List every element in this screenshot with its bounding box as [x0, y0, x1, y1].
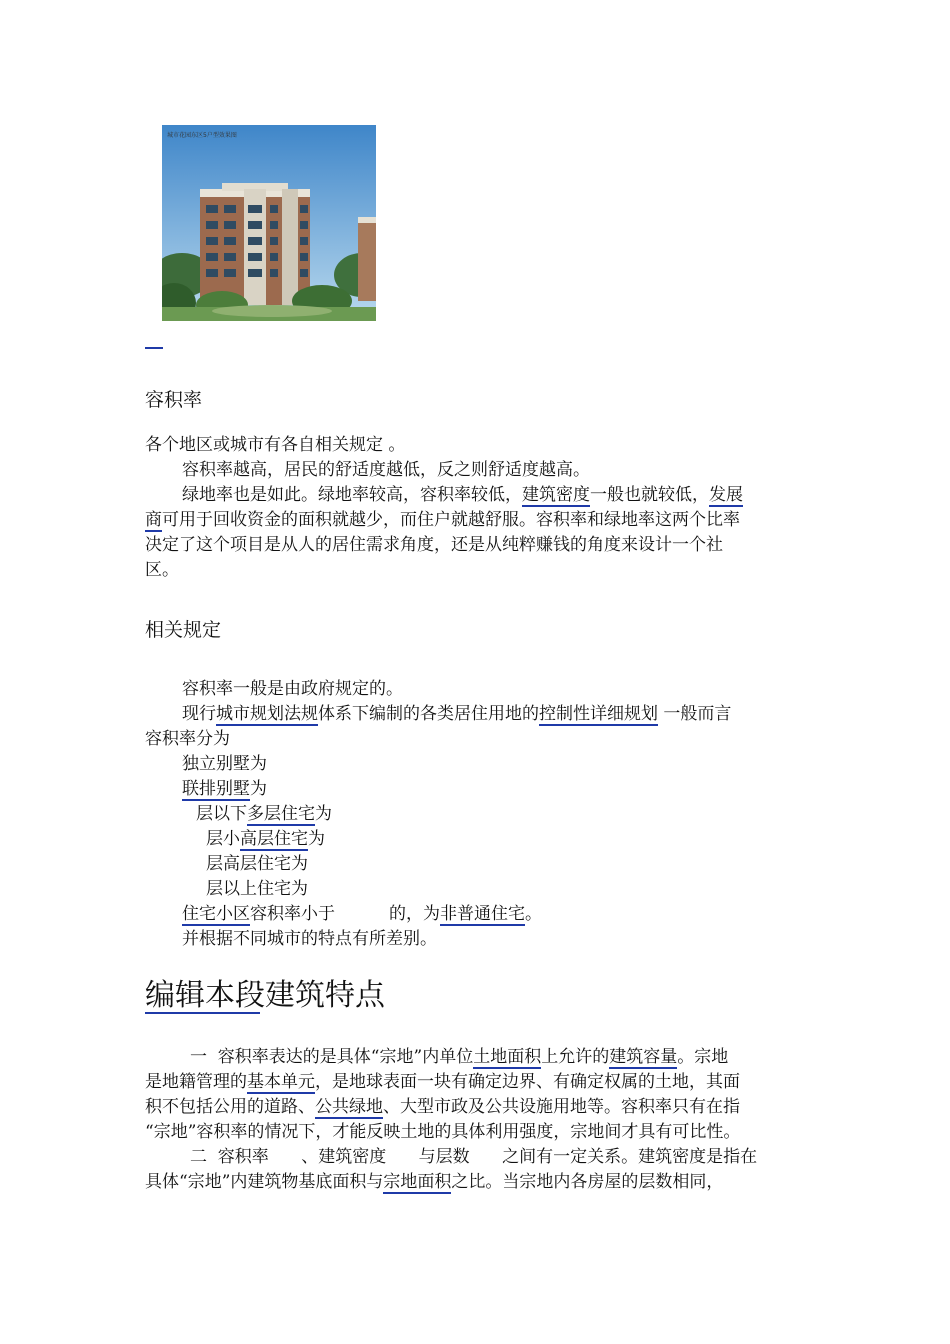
intro-paragraph-3-line-3: 决定了这个项目是从人的居住需求角度，还是从纯粹赚钱的角度来设计一个社 [145, 535, 723, 555]
regs-line-3: 容积率分为 [145, 729, 230, 749]
text-span: 为 [308, 829, 325, 849]
regs-item-above: 层以上住宅为 [206, 879, 308, 899]
link-residential-district[interactable]: 住宅小区 [182, 904, 250, 924]
features-line-2 [145, 1070, 740, 1094]
features-line-5: 二 容积率 、建筑密度 与层数 之间有一定关系。建筑密度是指在 [190, 1147, 758, 1167]
intro-line-1: 各个地区或城市有各自相关规定 。 [145, 435, 406, 455]
link-building-capacity[interactable]: 建筑容量 [609, 1047, 678, 1067]
link-townhouse[interactable]: 联排别墅 [182, 779, 250, 799]
text-span: 具体“宗地”内建筑物基底面积与 [145, 1172, 384, 1192]
photo-link-underline[interactable] [145, 347, 163, 349]
regs-line-2 [182, 702, 731, 726]
intro-paragraph-3-line-1 [182, 483, 743, 507]
intro-paragraph-3-line-2 [145, 508, 740, 532]
features-line-6 [145, 1170, 723, 1194]
text-span: 绿地率也是如此。绿地率较高，容积率较低， [182, 485, 522, 505]
heading-floor-area-ratio: 容积率 [145, 389, 203, 411]
regs-item-highrise: 层高层住宅为 [206, 854, 308, 874]
photo-caption: 城市花园东区5户型效果图 [167, 132, 237, 139]
link-regulatory-detailed-plan[interactable]: 控制性详细规划 [539, 704, 658, 724]
text-span: 一般而言 [658, 704, 732, 724]
text-span: 层小 [206, 829, 240, 849]
features-line-4: “宗地”容积率的情况下，才能反映土地的具体利用强度，宗地间才具有可比性。 [145, 1122, 741, 1142]
link-developer-part2[interactable]: 商 [145, 510, 162, 530]
regs-item-townhouse [182, 777, 267, 801]
link-public-green-space[interactable]: 公共绿地 [315, 1097, 383, 1117]
text-span: 为 [250, 779, 267, 799]
text-span: 之比。当宗地内各房屋的层数相同， [451, 1172, 724, 1192]
regs-item-detached-villa: 独立别墅为 [182, 754, 267, 774]
heading-edit-building-features[interactable]: 编辑本段建筑特点 [145, 978, 385, 1013]
regs-item-small-highrise [206, 827, 325, 851]
link-building-density[interactable]: 建筑密度 [522, 485, 590, 505]
features-line-1 [190, 1045, 728, 1069]
text-span: 积不包括公用的道路、 [145, 1097, 315, 1117]
heading-related-regulations: 相关规定 [145, 619, 222, 641]
text-span: 为 [315, 804, 332, 824]
text-span: 是地籍管理的 [145, 1072, 247, 1092]
link-developer-part1[interactable]: 发展 [709, 485, 743, 505]
building-photo[interactable] [162, 125, 376, 321]
link-land-area[interactable]: 土地面积 [473, 1047, 542, 1067]
text-span: ，是地球表面一块有确定边界、有确定权属的土地，其面 [315, 1072, 740, 1092]
features-line-3 [145, 1095, 740, 1119]
link-non-ordinary-residence[interactable]: 非普通住宅 [440, 904, 526, 924]
text-span: 层以下 [196, 804, 247, 824]
text-span: 、大型市政及公共设施用地等。容积率只有在指 [383, 1097, 740, 1117]
text-span: 可用于回收资金的面积就越少，而住户就越舒服。容积率和绿地率这两个比率 [162, 510, 740, 530]
text-span: 体系下编制的各类居住用地的 [318, 704, 539, 724]
text-span: 现行 [182, 704, 216, 724]
building-illustration [162, 125, 376, 321]
text-span: 一般也就较低， [590, 485, 709, 505]
text-span: 。 [525, 904, 543, 924]
text-span: 。宗地 [677, 1047, 729, 1067]
text-span: 容积率小于 的，为 [250, 904, 441, 924]
regs-final-line: 并根据不同城市的特点有所差别。 [182, 929, 437, 949]
link-urban-planning-law[interactable]: 城市规划法规 [216, 704, 318, 724]
text-span: 上允许的 [541, 1047, 610, 1067]
heading-underline [145, 1012, 260, 1014]
regs-item-multistory [196, 802, 332, 826]
intro-paragraph-3-line-4: 区。 [145, 560, 179, 580]
link-parcel-area[interactable]: 宗地面积 [383, 1172, 452, 1192]
link-basic-unit[interactable]: 基本单元 [247, 1072, 315, 1092]
link-highrise-residence[interactable]: 高层住宅 [240, 829, 308, 849]
regs-line-non-ordinary [182, 902, 542, 926]
link-multistory-residence[interactable]: 多层住宅 [247, 804, 315, 824]
text-span: 一 容积率表达的是具体“宗地”内单位 [190, 1047, 474, 1067]
intro-line-2: 容积率越高，居民的舒适度越低，反之则舒适度越高。 [182, 460, 590, 480]
regs-line-1: 容积率一般是由政府规定的。 [182, 679, 403, 699]
